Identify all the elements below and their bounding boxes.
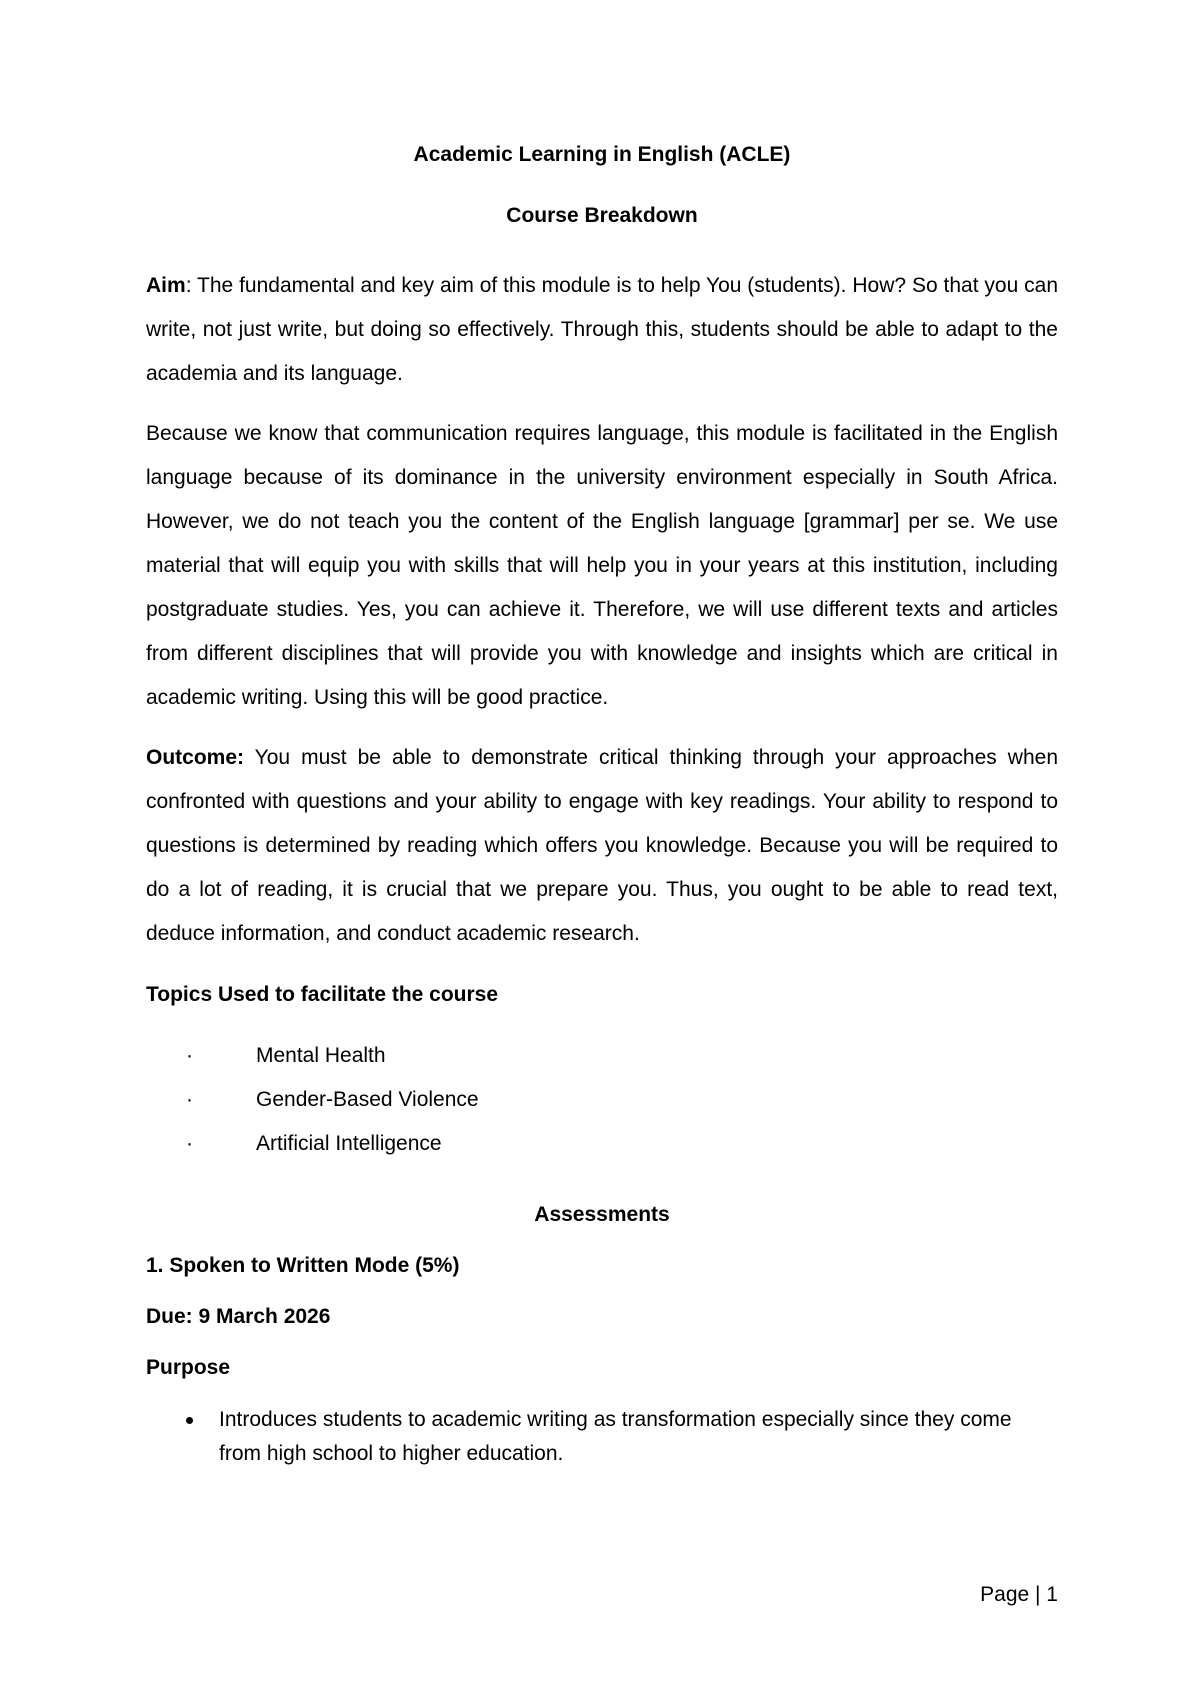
outcome-label: Outcome: bbox=[146, 746, 245, 769]
topics-heading: Topics Used to facilitate the course bbox=[146, 983, 499, 1006]
language-paragraph: Because we know that communication requires language, this module is facilitated in the English language because of its dominance in the university environment especially in South Africa. However, we do not teach you the content of the English language [grammar] per se. We use material that will equip you with skills that will help you in your years at this institution, including postgraduate studies. Yes, you can achieve it. Therefore, we will use different texts and articles from different disciplines that will provide you with knowledge and insights which are critical in academic writing. Using this will be good practice. bbox=[146, 422, 1058, 709]
page-number: Page | 1 bbox=[980, 1583, 1058, 1606]
outcome-paragraph bbox=[146, 736, 1058, 956]
assessment-title: 1. Spoken to Written Mode (5%) bbox=[146, 1254, 460, 1277]
topic-label: Mental Health bbox=[256, 1044, 386, 1067]
purpose-list bbox=[146, 1403, 1058, 1471]
assessment-due-date: Due: 9 March 2026 bbox=[146, 1305, 331, 1328]
topics-list bbox=[146, 1034, 1058, 1166]
outcome-text: You must be able to demonstrate critical thinking through your approaches when confronted with questions and your ability to engage with key readings. Your ability to respond to questions is determined by reading which offers you knowledge. Because you will be required to do a lot of reading, it is crucial that we prepare you. Thus, you ought to be able to read text, deduce information, and conduct academic research. bbox=[146, 746, 1058, 945]
document-title: Academic Learning in English (ACLE) bbox=[413, 143, 791, 166]
aim-label: Aim bbox=[146, 274, 186, 297]
topic-label: Artificial Intelligence bbox=[256, 1132, 442, 1155]
purpose-item bbox=[146, 1403, 1058, 1471]
topic-item bbox=[146, 1122, 1058, 1166]
assessments-heading: Assessments bbox=[534, 1203, 670, 1226]
page-content bbox=[146, 142, 1058, 1471]
purpose-heading: Purpose bbox=[146, 1356, 231, 1379]
document-subtitle: Course Breakdown bbox=[506, 204, 698, 227]
bullet-dot-icon bbox=[186, 1417, 193, 1424]
topic-label: Gender-Based Violence bbox=[256, 1088, 479, 1111]
aim-paragraph bbox=[146, 264, 1058, 396]
bullet-mark: · bbox=[186, 1088, 193, 1111]
bullet-mark: · bbox=[186, 1132, 193, 1155]
purpose-item-text: Introduces students to academic writing as transformation especially since they come from high school to higher education. bbox=[219, 1408, 1012, 1465]
aim-text: : The fundamental and key aim of this module is to help You (students). How? So that you can write, not just write, but doing so effectively. Through this, students should be able to adapt to the academia and its language. bbox=[146, 274, 1058, 385]
topic-item bbox=[146, 1034, 1058, 1078]
bullet-mark: · bbox=[186, 1044, 193, 1067]
topic-item bbox=[146, 1078, 1058, 1122]
